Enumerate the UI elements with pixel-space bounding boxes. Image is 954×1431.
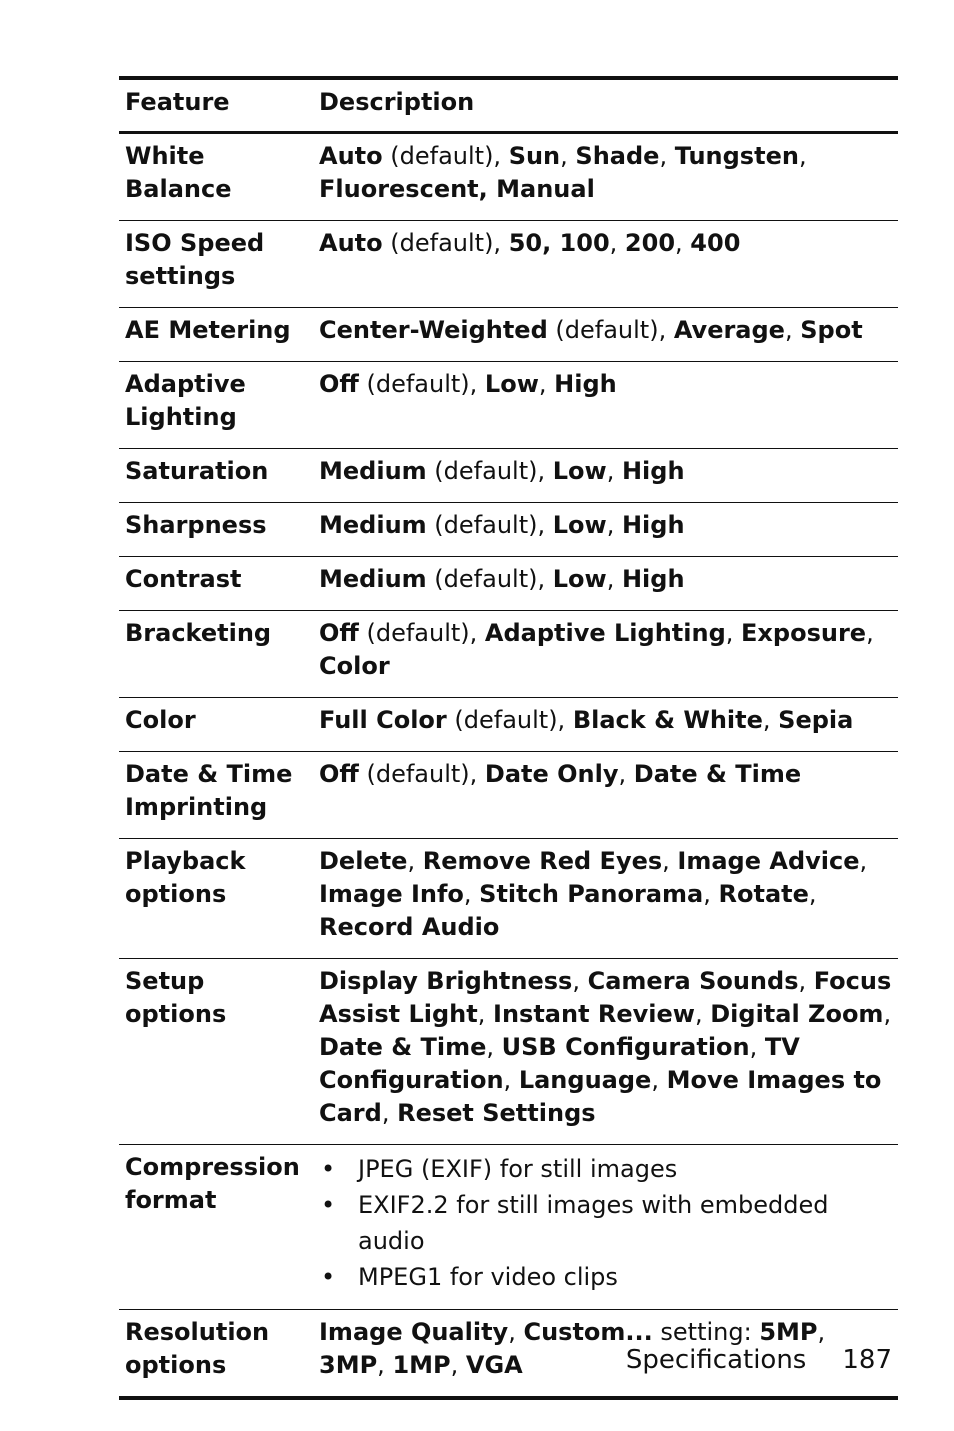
- option-value: Exposure: [741, 619, 867, 647]
- option-value: Auto: [319, 229, 383, 257]
- description-text: ,: [762, 706, 779, 734]
- description-text: ,: [784, 316, 801, 344]
- option-value: Camera Sounds: [587, 967, 799, 995]
- feature-cell: Contrast: [125, 565, 242, 593]
- feature-cell: Compression format: [125, 1153, 300, 1214]
- table-row: [119, 308, 898, 362]
- option-value: Shade: [575, 142, 660, 170]
- description-text: ,: [606, 457, 622, 485]
- option-value: 200: [624, 229, 676, 257]
- description-cell: [313, 959, 898, 1145]
- option-value: Record Audio: [319, 913, 500, 941]
- feature-cell: Bracketing: [125, 619, 272, 647]
- feature-cell: Resolution options: [125, 1318, 270, 1379]
- description-text: ,: [377, 1351, 393, 1379]
- description-text: (default),: [358, 619, 485, 647]
- page-number: 187: [842, 1345, 892, 1375]
- specifications-table: [119, 76, 898, 1400]
- description-text: ,: [450, 1351, 466, 1379]
- feature-cell: AE Metering: [125, 316, 291, 344]
- bullet-icon: •: [321, 1263, 336, 1291]
- option-value: Display Brightness: [319, 967, 573, 995]
- option-value: Language: [518, 1066, 652, 1094]
- option-value: Low: [484, 370, 539, 398]
- option-value: Center-Weighted: [319, 316, 548, 344]
- description-cell: [313, 308, 898, 362]
- option-value: Tungsten: [674, 142, 799, 170]
- table-row: [119, 503, 898, 557]
- option-value: Move Images to Card: [319, 1066, 882, 1127]
- table-row: [119, 557, 898, 611]
- description-text: ,: [606, 565, 622, 593]
- option-value: 5MP: [759, 1318, 818, 1346]
- table-row: [119, 1145, 898, 1310]
- description-text: ,: [508, 1318, 524, 1346]
- description-text: ,: [407, 847, 423, 875]
- option-value: Sepia: [778, 706, 854, 734]
- description-text: (default),: [426, 457, 553, 485]
- bullet-icon: •: [321, 1155, 336, 1183]
- feature-cell: Playback options: [125, 847, 246, 908]
- description-text: ,: [503, 1066, 519, 1094]
- option-value: 1MP: [392, 1351, 451, 1379]
- table-header-row: [119, 78, 898, 133]
- feature-cell: Setup options: [125, 967, 227, 1028]
- option-value: High: [621, 565, 685, 593]
- description-cell: [313, 698, 898, 752]
- description-text: ,: [808, 880, 817, 908]
- header-feature: Feature: [125, 88, 230, 116]
- option-value: Custom...: [523, 1318, 653, 1346]
- option-value: Delete: [319, 847, 408, 875]
- option-value: Auto: [319, 142, 383, 170]
- option-value: Image Advice: [677, 847, 860, 875]
- description-text: (default),: [426, 511, 553, 539]
- description-cell: [313, 557, 898, 611]
- option-value: Sun: [508, 142, 561, 170]
- table-row: [119, 959, 898, 1145]
- description-text: ,: [798, 967, 814, 995]
- option-value: Average: [673, 316, 785, 344]
- table-body: [119, 133, 898, 1399]
- option-value: Low: [552, 565, 607, 593]
- table-row: [119, 449, 898, 503]
- description-text: ,: [725, 619, 742, 647]
- description-text: ,: [675, 229, 691, 257]
- bullet-list: [319, 1151, 892, 1295]
- option-value: Off: [319, 619, 359, 647]
- table-row: [119, 839, 898, 959]
- description-text: (default),: [426, 565, 553, 593]
- option-value: Stitch Panorama: [479, 880, 704, 908]
- list-item: [319, 1187, 892, 1259]
- description-text: (default),: [446, 706, 573, 734]
- description-text: ,: [606, 511, 622, 539]
- page-footer: [626, 1345, 892, 1375]
- list-item: [319, 1259, 892, 1295]
- option-value: 400: [690, 229, 741, 257]
- feature-cell: Color: [125, 706, 196, 734]
- description-cell: [313, 362, 898, 449]
- description-text: ,: [694, 1000, 711, 1028]
- description-text: (default),: [382, 142, 509, 170]
- option-value: Low: [552, 457, 607, 485]
- feature-cell: Saturation: [125, 457, 269, 485]
- option-value: High: [554, 370, 617, 398]
- table-row: [119, 611, 898, 698]
- bullet-icon: •: [321, 1191, 336, 1219]
- header-description: Description: [319, 88, 475, 116]
- option-value: Black & White: [572, 706, 763, 734]
- option-value: Spot: [800, 316, 863, 344]
- description-text: (default),: [382, 229, 509, 257]
- description-text: ,: [659, 142, 675, 170]
- description-cell: [313, 133, 898, 221]
- option-value: Date & Time: [633, 760, 802, 788]
- option-value: Adaptive Lighting: [484, 619, 726, 647]
- option-value: 50, 100: [508, 229, 610, 257]
- option-value: Full Color: [319, 706, 447, 734]
- option-value: Image Info: [319, 880, 464, 908]
- option-value: Off: [319, 760, 359, 788]
- description-text: ,: [381, 1099, 398, 1127]
- option-value: Medium: [319, 457, 427, 485]
- description-text: ,: [749, 1033, 765, 1061]
- description-text: (default),: [358, 760, 485, 788]
- footer-section-title: Specifications: [625, 1345, 807, 1375]
- feature-cell: Sharpness: [125, 511, 267, 539]
- description-text: ,: [798, 142, 807, 170]
- description-cell: [313, 1145, 898, 1310]
- list-item: [319, 1151, 892, 1187]
- option-value: Instant Review: [493, 1000, 695, 1028]
- table-row: [119, 752, 898, 839]
- table-row: [119, 133, 898, 221]
- feature-cell: Adaptive Lighting: [125, 370, 246, 431]
- description-text: ,: [477, 1000, 494, 1028]
- option-value: TV Configuration: [319, 1033, 800, 1094]
- option-value: Rotate: [718, 880, 809, 908]
- option-value: Medium: [319, 565, 427, 593]
- description-text: ,: [572, 967, 588, 995]
- option-value: Color: [319, 652, 390, 680]
- description-cell: [313, 221, 898, 308]
- description-text: ,: [866, 619, 874, 647]
- option-value: Remove Red Eyes: [422, 847, 663, 875]
- table-row: [119, 698, 898, 752]
- option-value: 3MP: [319, 1351, 378, 1379]
- feature-cell: ISO Speed settings: [125, 229, 265, 290]
- description-text: ,: [618, 760, 634, 788]
- feature-cell: White Balance: [125, 142, 232, 203]
- bullet-text: EXIF2.2 for still images with embedded audio: [358, 1191, 829, 1255]
- option-value: Digital Zoom: [710, 1000, 884, 1028]
- description-text: ,: [609, 229, 625, 257]
- description-text: ,: [463, 880, 480, 908]
- option-value: Date & Time: [319, 1033, 487, 1061]
- description-text: (default),: [547, 316, 674, 344]
- description-cell: [313, 611, 898, 698]
- description-text: ,: [651, 1066, 667, 1094]
- description-text: ,: [883, 1000, 892, 1028]
- table-row: [119, 362, 898, 449]
- option-value: Fluorescent, Manual: [319, 175, 595, 203]
- feature-cell: Date & Time Imprinting: [125, 760, 293, 821]
- description-text: (default),: [358, 370, 485, 398]
- description-text: ,: [703, 880, 719, 908]
- description-text: ,: [662, 847, 678, 875]
- option-value: Off: [319, 370, 359, 398]
- table-row: [119, 221, 898, 308]
- option-value: Low: [552, 511, 607, 539]
- description-text: ,: [486, 1033, 502, 1061]
- description-text: setting:: [652, 1318, 760, 1346]
- option-value: USB Configuration: [501, 1033, 750, 1061]
- option-value: Reset Settings: [397, 1099, 596, 1127]
- description-cell: [313, 503, 898, 557]
- option-value: Date Only: [484, 760, 619, 788]
- option-value: Image Quality: [319, 1318, 509, 1346]
- option-value: Medium: [319, 511, 427, 539]
- description-cell: [313, 752, 898, 839]
- description-text: ,: [817, 1318, 826, 1346]
- description-text: ,: [560, 142, 576, 170]
- bullet-text: JPEG (EXIF) for still images: [358, 1155, 678, 1183]
- description-text: ,: [538, 370, 555, 398]
- description-text: ,: [859, 847, 868, 875]
- option-value: VGA: [465, 1351, 523, 1379]
- description-cell: [313, 839, 898, 959]
- option-value: High: [621, 457, 685, 485]
- description-cell: [313, 449, 898, 503]
- option-value: High: [621, 511, 685, 539]
- bullet-text: MPEG1 for video clips: [358, 1263, 618, 1291]
- option-value: Focus Assist Light: [319, 967, 892, 1028]
